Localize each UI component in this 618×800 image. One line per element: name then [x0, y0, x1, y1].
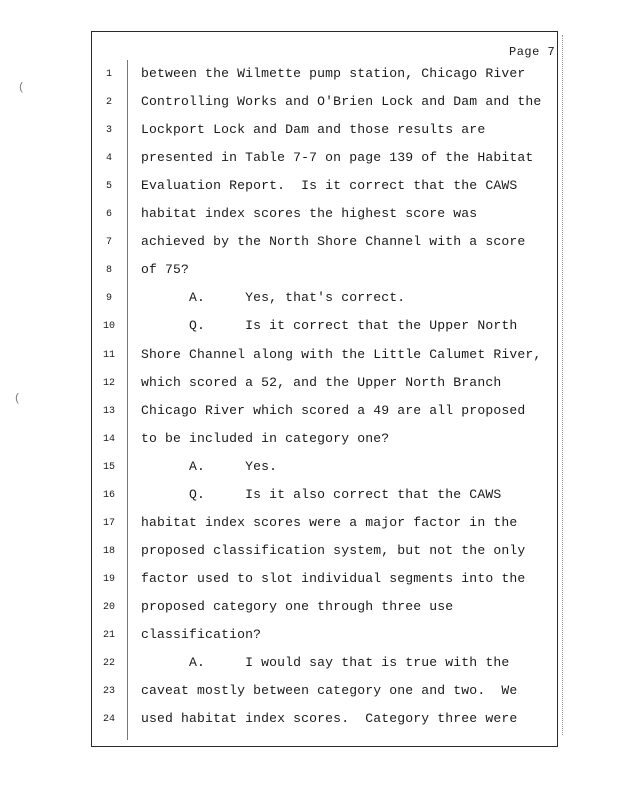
transcript-line	[0, 318, 618, 338]
transcript-line	[0, 66, 618, 86]
line-text: caveat mostly between category one and two. We	[141, 683, 518, 699]
line-text: to be included in category one?	[141, 430, 390, 446]
line-text: Chicago River which scored a 49 are all proposed	[141, 402, 526, 418]
line-number: 17	[102, 517, 115, 529]
line-text: Evaluation Report. Is it correct that the CAWS	[141, 178, 518, 194]
line-text: Q. Is it also correct that the CAWS	[141, 486, 502, 502]
transcript-line	[0, 234, 618, 254]
transcript-line	[0, 627, 618, 647]
line-text: of 75?	[141, 262, 190, 278]
line-number: 12	[102, 377, 115, 389]
transcript-line	[0, 487, 618, 507]
line-number: 19	[102, 573, 115, 585]
line-number: 2	[105, 97, 112, 109]
line-text: A. Yes, that's correct.	[141, 290, 406, 306]
transcript-line	[0, 206, 618, 226]
line-number: 5	[105, 181, 112, 193]
line-text: between the Wilmette pump station, Chicago River	[141, 66, 526, 81]
line-number: 14	[102, 433, 115, 445]
transcript-line	[0, 655, 618, 675]
line-text: Q. Is it correct that the Upper North	[141, 318, 518, 334]
transcript-line	[0, 403, 618, 423]
line-number: 8	[105, 265, 112, 277]
line-number: 9	[105, 293, 112, 305]
line-text: Shore Channel along with the Little Calumet River,	[141, 346, 542, 362]
transcript-line	[0, 347, 618, 367]
transcript-line	[0, 599, 618, 619]
punch-mark: (	[18, 82, 25, 94]
page-number: Page 7	[509, 45, 556, 59]
transcript-line	[0, 543, 618, 563]
line-text: proposed classification system, but not the only	[141, 542, 526, 558]
line-number: 23	[102, 686, 115, 698]
line-number: 16	[102, 489, 115, 501]
transcript-line	[0, 431, 618, 451]
line-number: 3	[105, 125, 112, 137]
line-text: presented in Table 7-7 on page 139 of the Habitat	[141, 150, 534, 166]
line-text: habitat index scores the highest score was	[141, 206, 478, 222]
line-number: 20	[102, 601, 115, 613]
line-number: 6	[105, 209, 112, 221]
punch-mark: (	[14, 393, 21, 405]
line-text: classification?	[141, 627, 262, 642]
line-text: Lockport Lock and Dam and those results are	[141, 122, 486, 138]
transcript-line	[0, 515, 618, 535]
transcript-line	[0, 571, 618, 591]
transcript-line	[0, 122, 618, 142]
transcript-line	[0, 178, 618, 198]
transcript-line	[0, 683, 618, 703]
line-text: A. Yes.	[141, 458, 278, 474]
transcript-line	[0, 459, 618, 479]
line-text: habitat index scores were a major factor in the	[141, 514, 518, 530]
line-text: achieved by the North Shore Channel with a score	[141, 234, 526, 250]
line-text: A. I would say that is true with the	[141, 655, 510, 671]
transcript-line	[0, 290, 618, 310]
line-text: which scored a 52, and the Upper North Branch	[141, 374, 502, 390]
line-number: 24	[102, 714, 115, 726]
line-number: 10	[102, 321, 115, 333]
line-text: Controlling Works and O'Brien Lock and Dam and the	[141, 94, 542, 110]
line-number: 4	[105, 153, 112, 165]
transcript-line	[0, 375, 618, 395]
line-number: 13	[102, 405, 115, 417]
line-text: proposed category one through three use	[141, 598, 454, 614]
line-number: 21	[102, 630, 115, 641]
line-number: 15	[102, 461, 115, 473]
line-text: used habitat index scores. Category three were	[141, 711, 518, 727]
transcript-line	[0, 262, 618, 282]
line-number: 18	[102, 545, 115, 557]
line-text: factor used to slot individual segments into the	[141, 570, 526, 586]
transcript-line	[0, 711, 618, 731]
line-number: 11	[102, 349, 115, 361]
transcript-line	[0, 94, 618, 114]
line-number: 22	[102, 658, 115, 670]
transcript-line	[0, 150, 618, 170]
line-number: 7	[105, 237, 112, 249]
line-number: 1	[105, 69, 112, 80]
